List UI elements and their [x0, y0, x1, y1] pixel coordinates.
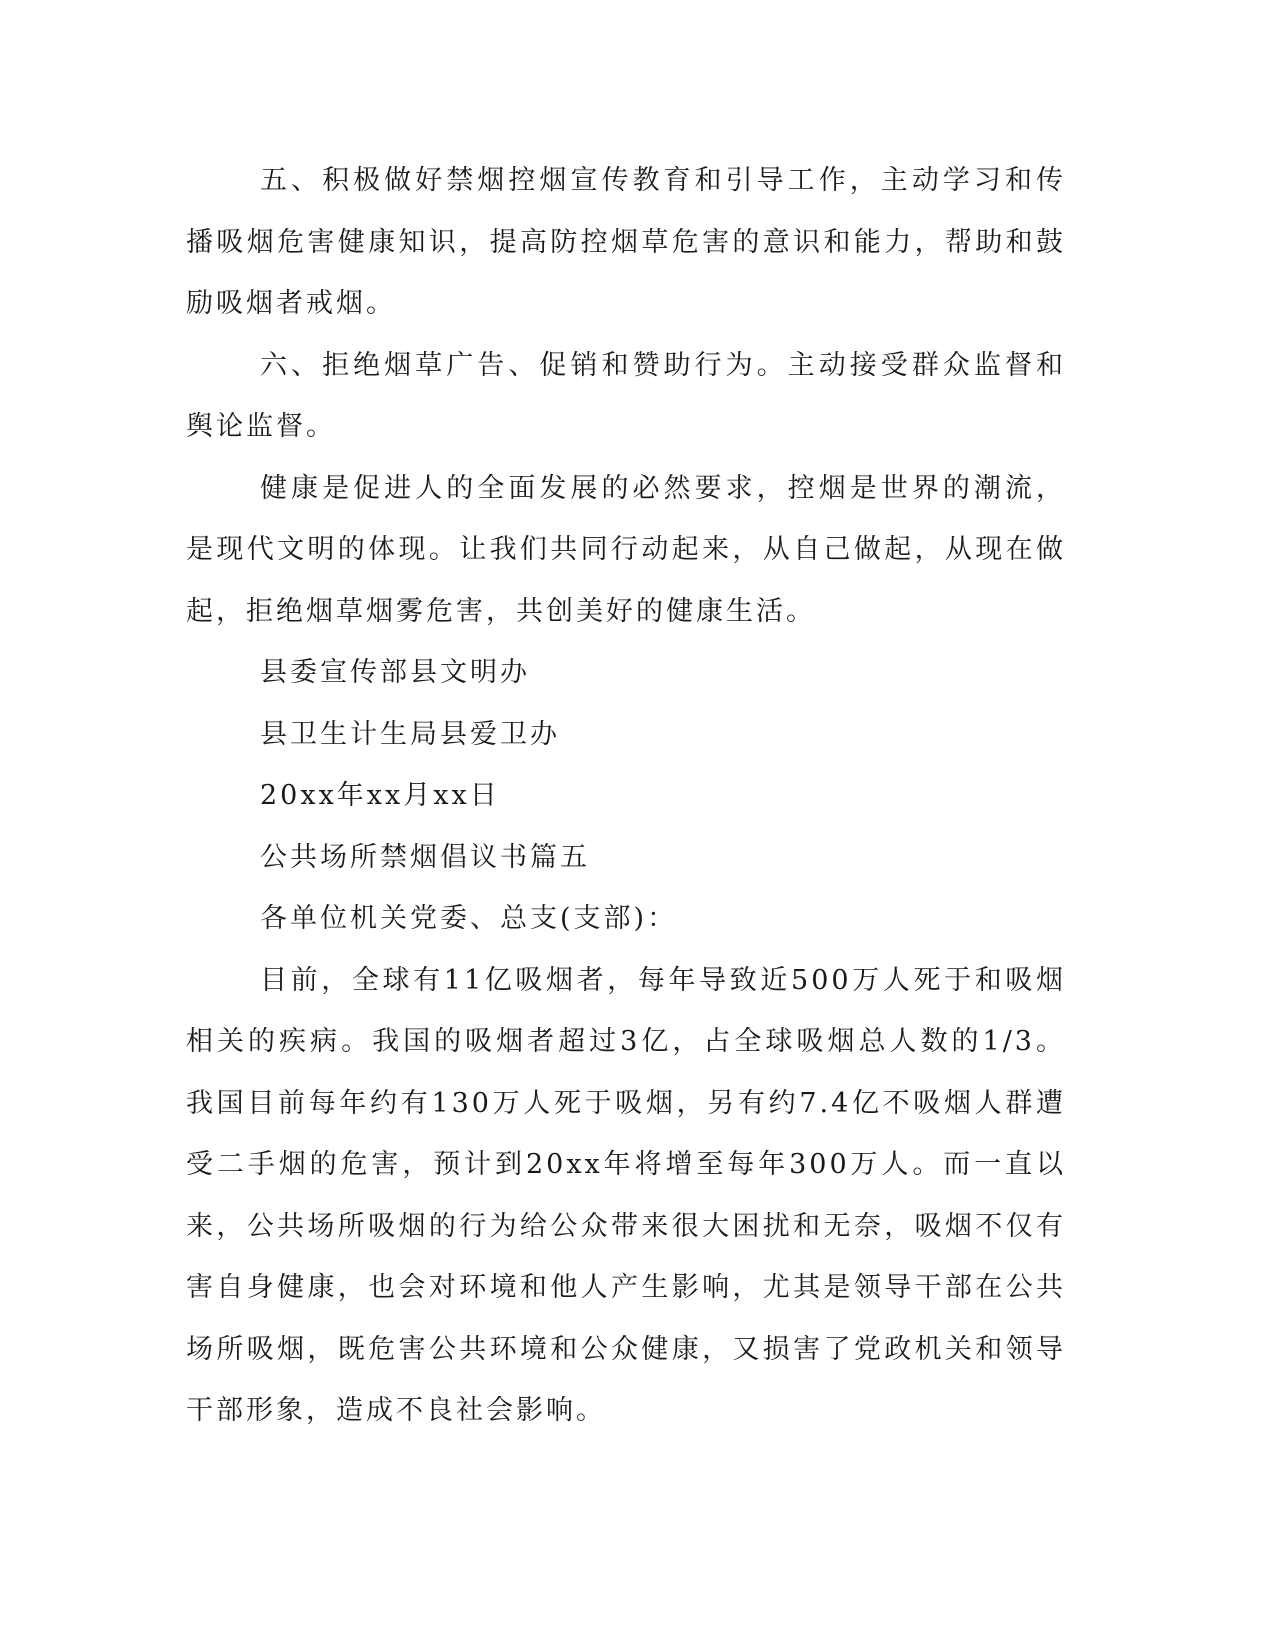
signature-org-1: 县委宣传部县文明办: [260, 657, 530, 688]
signature-date: 20xx年xx月xx日: [260, 780, 500, 811]
paragraph-conclusion: 健康是促进人的全面发展的必然要求，控烟是世界的潮流，是现代文明的体现。让我们共同行动起来，从自己做起，从现在做起，拒绝烟草烟雾危害，共创美好的健康生活。: [186, 472, 1066, 627]
paragraph-item-six: 六、拒绝烟草广告、促销和赞助行为。主动接受群众监督和舆论监督。: [186, 349, 1066, 442]
document-body: [186, 150, 1066, 1442]
paragraph-item-five: 五、积极做好禁烟控烟宣传教育和引导工作，主动学习和传播吸烟危害健康知识，提高防控烟草危害的意识和能力，帮助和鼓励吸烟者戒烟。: [186, 165, 1066, 319]
body-paragraph: 目前，全球有11亿吸烟者，每年导致近500万人死于和吸烟相关的疾病。我国的吸烟者超过3亿，占全球吸烟总人数的1/3。我国目前每年约有130万人死于吸烟，另有约7.4亿不吸烟人群遭受二手烟的危害，预计到20xx年将增至每年300万人。而一直以来，公共场所吸烟的行为给公众带来很大困扰和无奈，吸烟不仅有害自身健康，也会对环境和他人产生影响，尤其是领导干部在公共场所吸烟，既危害公共环境和公众健康，又损害了党政机关和领导干部形象，造成不良社会影响。: [186, 964, 1066, 1426]
signature-org-2: 县卫生计生局县爱卫办: [260, 718, 560, 750]
section-title: 公共场所禁烟倡议书篇五: [260, 841, 590, 873]
salutation: 各单位机关党委、总支(支部)：: [260, 903, 678, 934]
